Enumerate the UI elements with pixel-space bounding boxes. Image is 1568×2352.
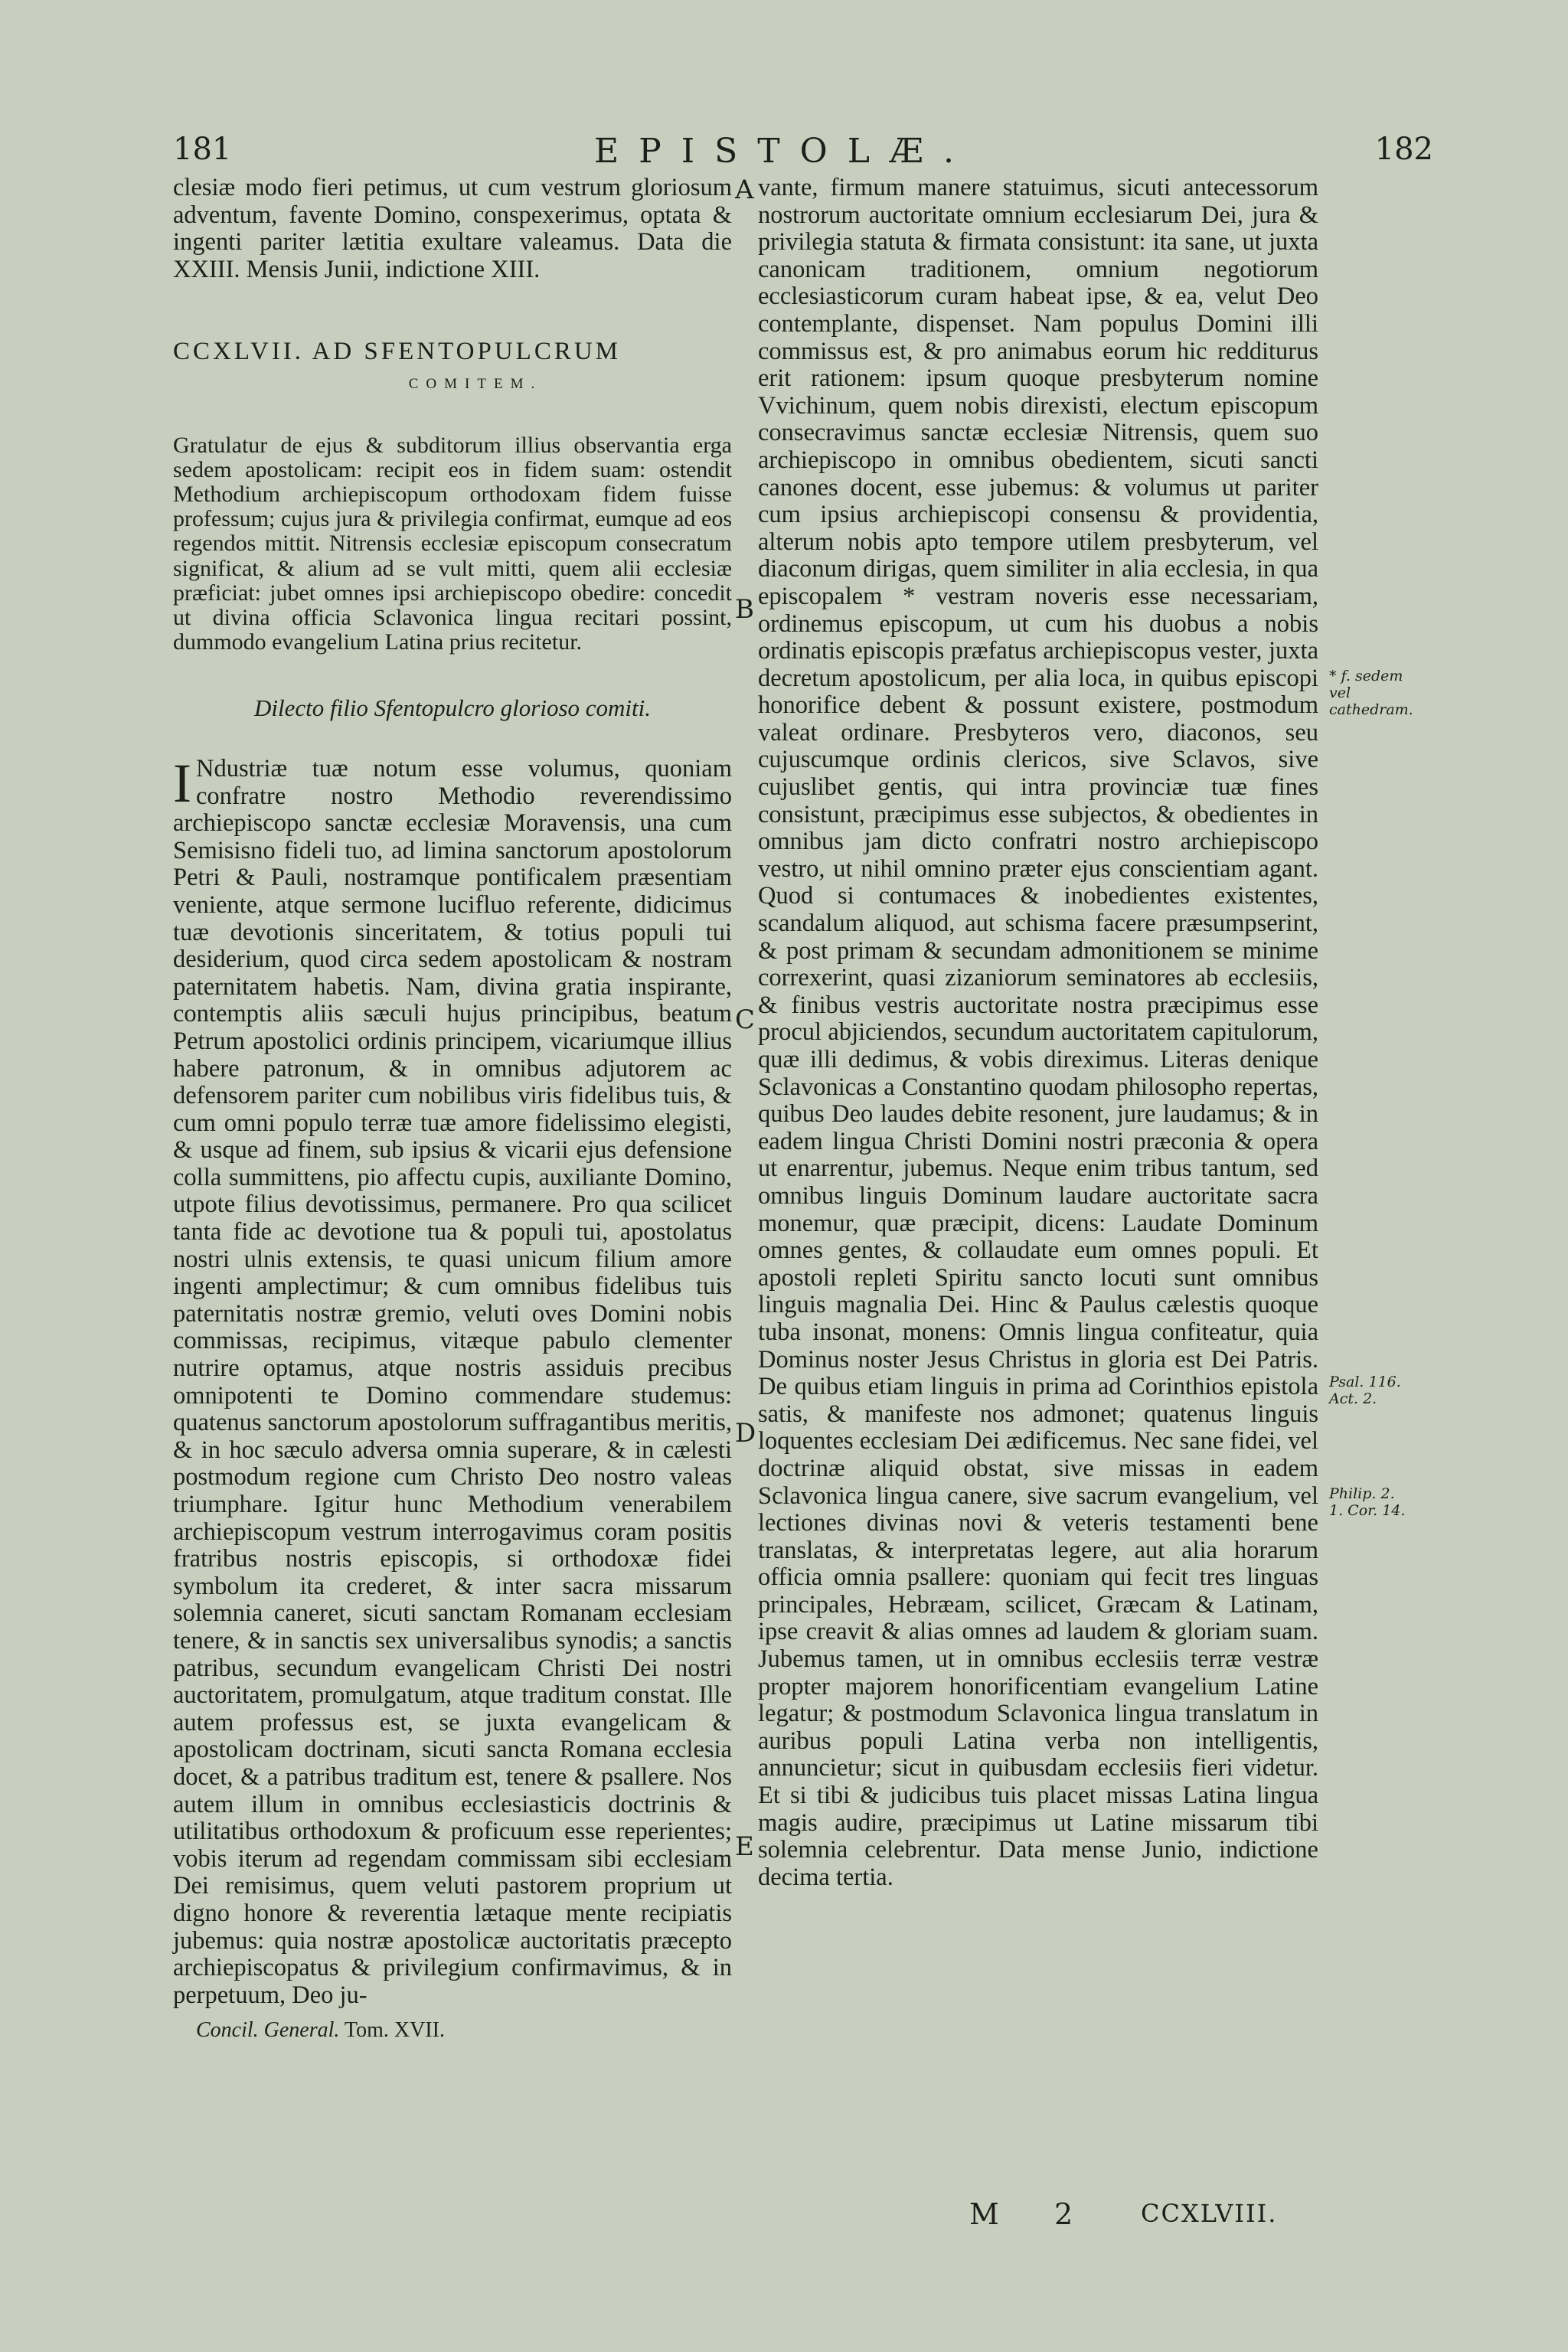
margin-letter-b: B (735, 594, 754, 625)
letter-title: AD SFENTOPULCRUM (312, 338, 622, 366)
footer-source: Concil. General. (196, 2018, 340, 2043)
margin-note-philippians: Philip. 2. (1329, 1485, 1395, 1502)
running-title: EPISTOLÆ. (594, 132, 974, 171)
margin-note-acts: Act. 2. (1329, 1390, 1377, 1407)
letter-heading (173, 338, 732, 366)
signature-mark: M 2 (969, 2197, 1096, 2231)
page-number-left: 181 (173, 132, 232, 167)
right-column (758, 175, 1318, 1891)
margin-note-psalm: Psal. 116. (1329, 1374, 1401, 1390)
continuation-text: clesiæ modo fieri petimus, ut cum vestrum gloriosum adventum, favente Domino, conspexerimus, optata & ingenti pariter lætitia exultare valeamus. Data die XXIII. Mensis Junii, indictione XIII. (173, 174, 732, 283)
left-column (173, 175, 732, 2044)
margin-note-sedem: * f. sedem vel cathedram. (1329, 668, 1413, 718)
salutation: Dilecto filio Sfentopulcro glorioso comiti. (253, 694, 652, 722)
letter-title-sub: COMITEM. (408, 375, 543, 392)
letter-body-right: vante, firmum manere statuimus, sicuti antecessorum nostrorum auctoritate omnium ecclesiarum Dei, jura & privilegia statuta & firmata consistunt: ita sane, ut juxta canonicam traditionem, omnium negotiorum ecclesiasticorum curam habeat ipse, & ea, velut Deo contemplante, dispenset. Nam populus Domini illi commissus est, & pro animabus eorum hic redditurus erit rationem: ipsum quoque presbyterum nomine Vvichinum, quem nobis direxisti, electum episcopum consecravimus sanctæ ecclesiæ Nitrensis, quem suo archiepiscopo in omnibus obedientem, sicuti sancti canones docent, esse jubemus: & volumus ut pariter cum ipsius archiepiscopi consensu & providentia, alterum nobis apto tempore utilem presbyterum, vel diaconum dirigas, quem similiter in alia ecclesia, in qua episcopalem * vestram noveris esse necessariam, ordinemus episcopum, ut cum his duobus a nobis ordinatis episcopis præfatus archiepiscopus vester, juxta decretum apostolicum, per alia loca, in quibus episcopi honorifice debent & possunt existere, postmodum valeat ordinare. Presbyteros vero, diaconos, seu cujuscumque ordinis clericos, sive Sclavos, sive cujuslibet gentis, qui intra provinciæ tuæ fines consistunt, præcipimus esse subjectos, & obedientes in omnibus jam dicto confratri nostro archiepiscopo vestro, ut nihil omnino præter ejus conscientiam agant. Quod si contumaces & inobedientes existentes, scandalum aliquod, aut schisma facere præsumpserint, & post primam & secundam admonitionem se minime correxerint, quasi zizaniorum seminatores ab ecclesiis, & finibus vestris auctoritate nostra præcipimus esse procul abjiciendos, secundum auctoritatem capitulorum, quæ illi dedimus, & vobis direximus. Literas denique Sclavonicas a Constantino quodam philosopho repertas, quibus Deo laudes debite resonent, jure laudamus; & in eadem lingua Christi Domini nostri præconia & opera ut enarrentur, jubemus. Neque enim tribus tantum, sed omnibus linguis Dominum laudare auctoritate sacra monemur, quæ præcipit, dicens: Laudate Dominum omnes gentes, & collaudate eum omnes populi. Et apostoli repleti Spiritu sancto locuti sunt omnibus linguis magnalia Dei. Hinc & Paulus cælestis quoque tuba insonat, monens: Omnis lingua confiteatur, quia Dominus noster Jesus Christus in gloria est Dei Patris. De quibus etiam linguis in prima ad Corinthios epistola satis, & manifeste nos admonet; quatenus linguis loquentes ecclesiam Dei ædificemus. Nec sane fidei, vel doctrinæ aliquid obstat, sive missas in eadem Sclavonica lingua canere, sive sacrum evangelium, vel lectiones divinas novi & veteris testamenti bene translatas, & interpretatas legere, aut alia horarum officia omnia psallere: quoniam qui fecit tres linguas principales, Hebræam, scilicet, Græcam & Latinam, ipse creavit & alias omnes ad laudem & gloriam suam. Jubemus tamen, ut in omnibus ecclesiis terræ vestræ propter majorem honorificentiam evangelium Latine legatur; & postmodum Sclavonica lingua translatum in auribus populi Latina verba non intelligentis, annuncietur; sicut in quibusdam ecclesiis fieri videtur. Et si tibi & judicibus tuis placet missas Latina lingua magis audire, præcipimus ut Latine missarum tibi solemnia celebrentur. Data mense Junio, indictione decima tertia. (758, 174, 1318, 1891)
catchword-next-letter: CCXLVIII. (1141, 2199, 1278, 2228)
margin-letter-d: D (735, 1418, 756, 1449)
margin-note-corinthians: 1. Cor. 14. (1329, 1502, 1406, 1519)
margin-letter-c: C (735, 1004, 756, 1035)
letter-summary: Gratulatur de ejus & subditorum illius observantia erga sedem apostolicam: recipit eos in fidem suam: ostendit Methodium archiepiscopum orthodoxam fidem fuisse professum; cujus jura & privilegia confirmat, eumque ad eos regendos mittit. Nitrensis ecclesiæ episcopum consecratum significat, & alium ad se vult mitti, quem alii ecclesiæ præficiat: jubet omnes ipsi archiepiscopo obedire: concedit ut divina officia Sclavonica lingua recitari possint, dummodo evangelium Latina prius recitetur. (173, 432, 732, 655)
page-number-right: 182 (1374, 132, 1433, 167)
letter-body-left: INdustriæ tuæ notum esse volumus, quoniam confratre nostro Methodio reverendissimo archiepiscopo sanctæ ecclesiæ Moravensis, una cum Semisisno fideli tuo, ad limina sanctorum apostolorum Petri & Pauli, nostramque pontificalem præsentiam veniente, atque sermone lucifluo referente, didicimus tuæ devotionis sinceritatem, & totius populi tui desiderium, quod circa sedem apostolicam & nostram paternitatem habetis. Nam, divina gratia inspirante, contemptis aliis sæculi hujus principibus, beatum Petrum apostolici ordinis principem, vicariumque illius habere patronum, & in omnibus adjutorem ac defensorem pariter cum nobilibus viris fidelibus tuis, & cum omni populo terræ tuæ amore fidelissimo elegisti, & usque ad finem, sub ipsius & vicarii ejus defensione colla summittens, pio affectu cupis, auxiliante Domino, utpote filius devotissimus, permanere. Pro qua scilicet tanta fide ac devotione tua & populi tui, apostolatus nostri ulnis extensis, te quasi unicum filium amore ingenti amplectimur; & cum omnibus fidelibus tuis paternitatis nostræ gremio, veluti oves Domini nobis commissas, recipimus, vitæque pabulo clementer nutrire optamus, atque nostris assiduis precibus omnipotenti te Domino commendare studemus: quatenus sanctorum apostolorum suffragantibus meritis, & in hoc sæculo adversa omnia superare, & in cælesti postmodum regione cum Christo Deo nostro valeas triumphare. Igitur hunc Methodium venerabilem archiepiscopum vestrum interrogavimus coram positis fratribus nostris episcopis, si orthodoxæ fidei symbolum ita crederet, & inter sacra missarum solemnia caneret, sicuti sanctam Romanam ecclesiam tenere, & in sanctis sex universalibus synodis; a sanctis patribus, secundum evangelicam Christi Dei nostri auctoritatem, promulgatum, atque traditum constat. Ille autem professus est, se juxta evangelicam & apostolicam doctrinam, sicuti sancta Romana ecclesia docet, & a patribus traditum est, tenere & psallere. Nos autem illum in omnibus ecclesiasticis doctrinis & utilitatibus orthodoxum & proficuum esse reperientes; vobis iterum ad regendam commissam sibi ecclesiam Dei remisimus, quem veluti pastorem proprium ut digno honore & reverentia lætaque mente recipiatis jubemus: quia nostræ apostolicæ auctoritatis præcepto archiepiscopatus & privilegium confirmavimus, & in perpetuum, Deo ju- (173, 752, 732, 2009)
footer-tome: Tom. XVII. (344, 2018, 445, 2043)
margin-letter-a: A (735, 175, 754, 205)
letter-number: CCXLVII. (173, 338, 305, 366)
margin-letter-e: E (735, 1831, 754, 1862)
page-footer (173, 2017, 732, 2044)
